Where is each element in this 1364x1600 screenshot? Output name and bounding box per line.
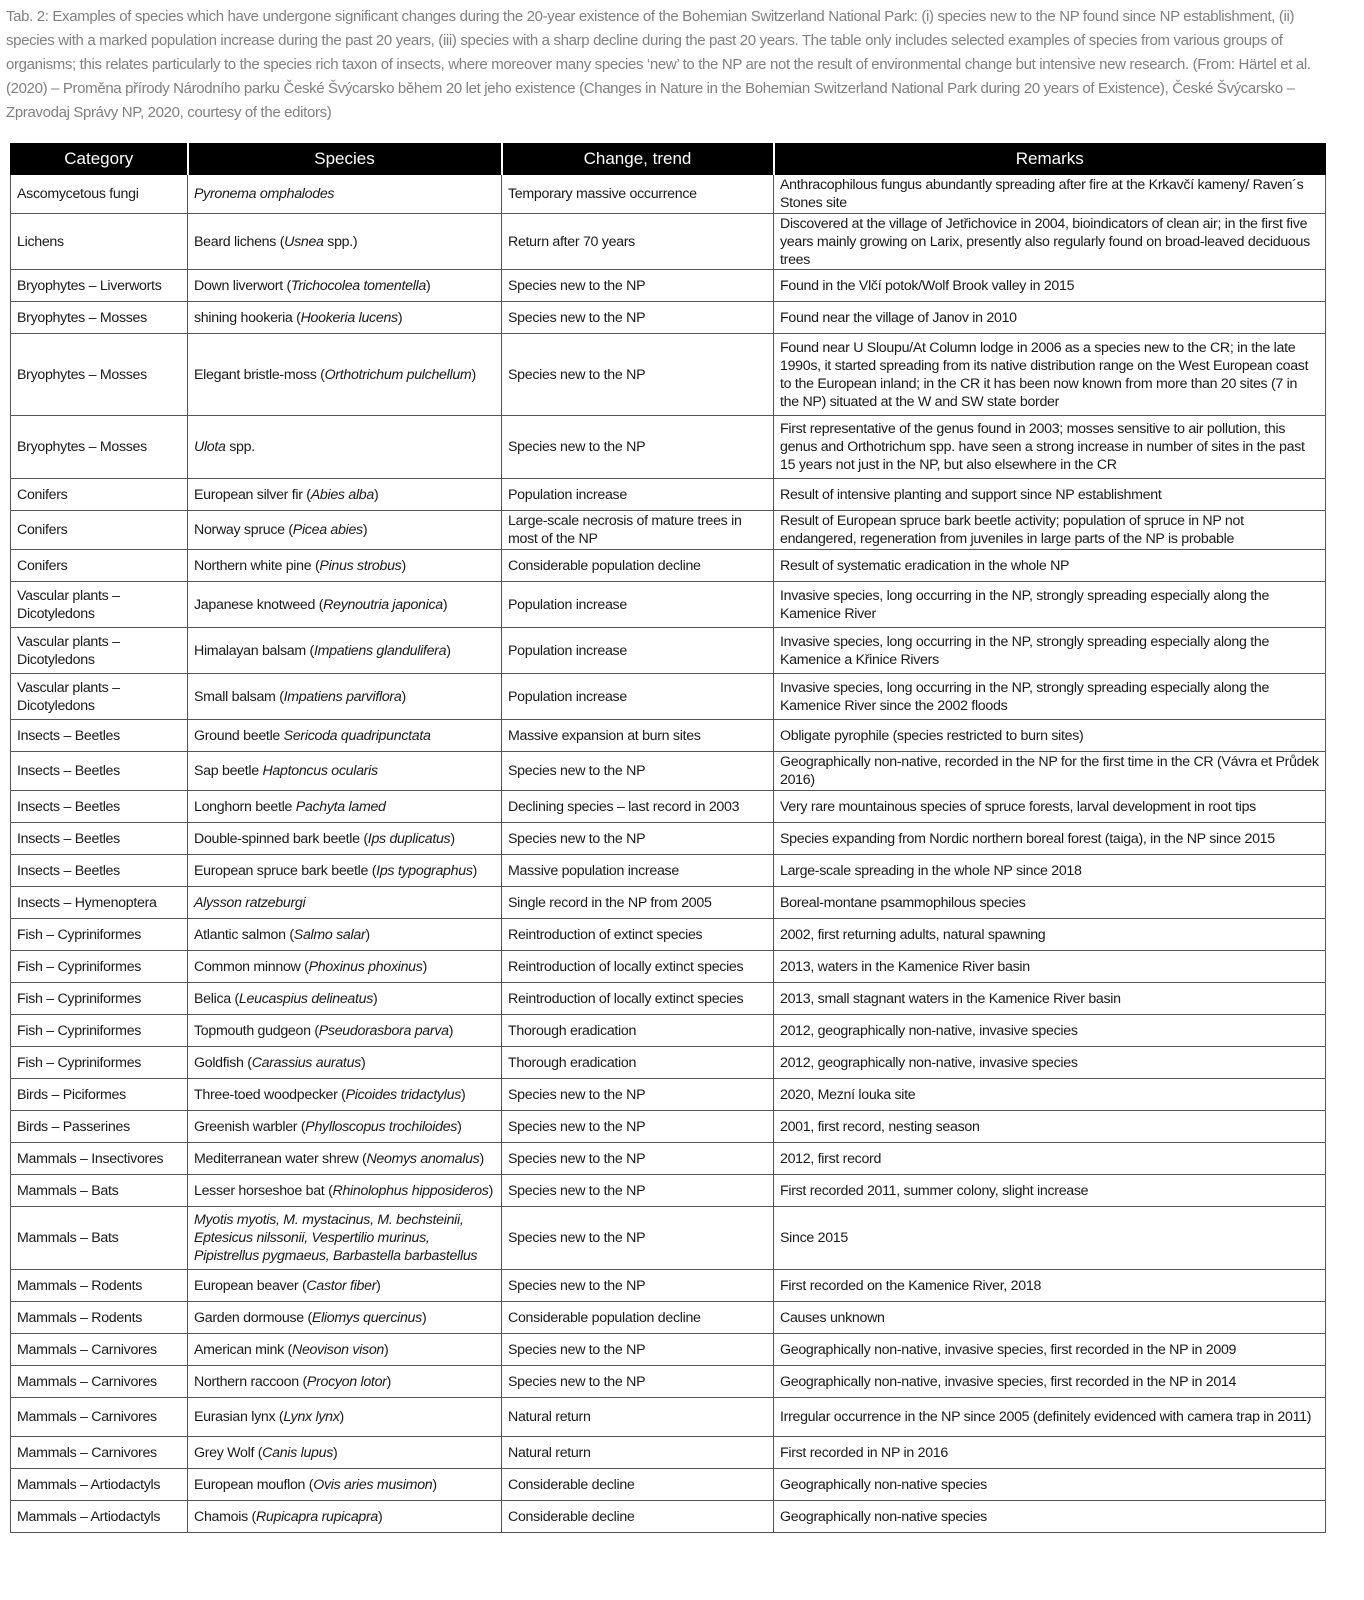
remarks-cell: Result of European spruce bark beetle activity; population of spruce in NP not endangered, regeneration from juveniles in large parts of the NP is probable (774, 511, 1326, 550)
species-common-name: ) (421, 1309, 427, 1326)
species-cell (188, 214, 502, 270)
species-cell (188, 752, 502, 791)
species-scientific-name: Haptoncus ocularis (262, 763, 378, 779)
table-row (11, 1015, 1326, 1047)
species-cell (188, 175, 502, 214)
species-common-name: ) (457, 1118, 462, 1135)
species-common-name: ) (401, 557, 406, 574)
remarks-cell: Species expanding from Nordic northern boreal forest (taiga), in the NP since 2015 (774, 823, 1326, 855)
change-trend-cell: Reintroduction of extinct species (502, 919, 774, 951)
table-row (11, 1302, 1326, 1334)
species-common-name: Northern white pine ( (194, 557, 320, 574)
species-common-name: ) (386, 1373, 392, 1390)
change-trend-cell: Species new to the NP (502, 1207, 774, 1270)
remarks-cell: 2002, first returning adults, natural spawning (774, 919, 1326, 951)
table-row (11, 1207, 1326, 1270)
species-common-name: European spruce bark beetle ( (194, 862, 377, 879)
species-scientific-name: Abies alba (310, 486, 374, 503)
remarks-cell: First recorded 2011, summer colony, slight increase (774, 1175, 1326, 1207)
species-scientific-name: Neomys anomalus (366, 1150, 480, 1167)
table-row (11, 334, 1326, 416)
species-common-name: shining hookeria ( (194, 309, 301, 326)
species-common-name: Ground beetle (194, 727, 284, 744)
table-row (11, 550, 1326, 582)
change-trend-cell: Declining species – last record in 2003 (502, 791, 774, 823)
category-cell: Mammals – Artiodactyls (11, 1501, 188, 1533)
species-common-name: ) (397, 309, 403, 326)
category-cell: Mammals – Rodents (11, 1270, 188, 1302)
change-trend-cell: Natural return (502, 1437, 774, 1469)
species-common-name: Elegant bristle-moss ( (194, 366, 325, 383)
category-cell: Mammals – Carnivores (11, 1398, 188, 1437)
species-cell (188, 1469, 502, 1501)
table-row (11, 1175, 1326, 1207)
species-cell (188, 674, 502, 720)
header-category: Category (11, 144, 188, 175)
species-cell (188, 887, 502, 919)
species-common-name: Norway spruce ( (194, 522, 293, 538)
category-cell: Bryophytes – Mosses (11, 334, 188, 416)
species-scientific-name: Castor fiber (306, 1277, 377, 1294)
species-common-name: ) (442, 596, 448, 613)
species-common-name: ) (446, 642, 451, 659)
change-trend-cell: Temporary massive occurrence (502, 175, 774, 214)
species-scientific-name: Orthotrichum pulchellum (324, 366, 472, 383)
change-trend-cell: Large-scale necrosis of mature trees in most of the NP (502, 511, 774, 550)
species-cell (188, 1366, 502, 1398)
change-trend-cell: Species new to the NP (502, 1366, 774, 1398)
species-common-name: European mouflon ( (194, 1476, 314, 1493)
table-row (11, 1079, 1326, 1111)
table-row (11, 302, 1326, 334)
header-remarks: Remarks (774, 144, 1326, 175)
species-scientific-name: Pseudorasbora parva (318, 1022, 449, 1039)
category-cell: Mammals – Carnivores (11, 1437, 188, 1469)
species-scientific-name: Sericoda quadripunctata (283, 727, 431, 744)
change-trend-cell: Considerable decline (502, 1501, 774, 1533)
species-cell (188, 1047, 502, 1079)
species-cell (188, 550, 502, 582)
remarks-cell: Geographically non-native, invasive species, first recorded in the NP in 2009 (774, 1334, 1326, 1366)
change-trend-cell: Species new to the NP (502, 416, 774, 479)
table-row (11, 1111, 1326, 1143)
species-cell (188, 511, 502, 550)
remarks-cell: 2020, Mezní louka site (774, 1079, 1326, 1111)
category-cell: Fish – Cypriniformes (11, 951, 188, 983)
species-cell (188, 951, 502, 983)
species-common-name: ) (333, 1444, 338, 1461)
table-row (11, 175, 1326, 214)
change-trend-cell: Species new to the NP (502, 1175, 774, 1207)
change-trend-cell: Species new to the NP (502, 1079, 774, 1111)
table-row (11, 1398, 1326, 1437)
species-common-name: ) (488, 1182, 494, 1199)
species-cell (188, 1143, 502, 1175)
species-scientific-name: Procyon lotor (306, 1373, 387, 1390)
change-trend-cell: Species new to the NP (502, 752, 774, 791)
change-trend-cell: Species new to the NP (502, 334, 774, 416)
table-row (11, 1366, 1326, 1398)
remarks-cell: Boreal-montane psammophilous species (774, 887, 1326, 919)
change-trend-cell: Considerable decline (502, 1469, 774, 1501)
species-cell (188, 479, 502, 511)
category-cell: Mammals – Rodents (11, 1302, 188, 1334)
remarks-cell: Found near the village of Janov in 2010 (774, 302, 1326, 334)
species-cell (188, 919, 502, 951)
table-row (11, 983, 1326, 1015)
table-row (11, 1469, 1326, 1501)
species-common-name: ) (339, 1409, 344, 1425)
species-scientific-name: Leucaspius delineatus (238, 990, 374, 1007)
category-cell: Mammals – Artiodactyls (11, 1469, 188, 1501)
category-cell: Conifers (11, 479, 188, 511)
species-cell (188, 855, 502, 887)
species-common-name: ) (472, 862, 478, 879)
species-scientific-name: Ulota (194, 439, 226, 455)
table-row (11, 479, 1326, 511)
species-common-name: ) (448, 1022, 454, 1039)
species-cell (188, 270, 502, 302)
table-row (11, 270, 1326, 302)
species-cell (188, 1175, 502, 1207)
species-common-name: Lesser horseshoe bat ( (194, 1182, 333, 1199)
change-trend-cell: Species new to the NP (502, 1143, 774, 1175)
species-cell (188, 334, 502, 416)
remarks-cell: Invasive species, long occurring in the NP, strongly spreading especially along the Kamenice a Křinice Rivers (774, 628, 1326, 674)
species-common-name: Grey Wolf ( (194, 1444, 263, 1461)
species-scientific-name: Alysson ratzeburgi (194, 894, 306, 911)
change-trend-cell: Reintroduction of locally extinct species (502, 951, 774, 983)
species-scientific-name: Pachyta lamed (295, 798, 386, 815)
species-common-name: Topmouth gudgeon ( (194, 1022, 319, 1039)
species-common-name: American mink ( (194, 1341, 292, 1358)
species-common-name: Atlantic salmon ( (194, 926, 294, 943)
table-row (11, 791, 1326, 823)
table-row (11, 582, 1326, 628)
table-row (11, 511, 1326, 550)
category-cell: Mammals – Insectivores (11, 1143, 188, 1175)
species-scientific-name: Eliomys quercinus (311, 1309, 422, 1326)
species-scientific-name: Impatiens glandulifera (313, 642, 447, 659)
species-common-name: ) (373, 990, 378, 1007)
species-common-name: Japanese knotweed ( (194, 596, 324, 613)
remarks-cell: 2012, geographically non-native, invasive species (774, 1047, 1326, 1079)
species-common-name: Chamois ( (194, 1508, 256, 1525)
change-trend-cell: Thorough eradication (502, 1015, 774, 1047)
species-common-name: Common minnow ( (194, 958, 309, 975)
remarks-cell: 2001, first record, nesting season (774, 1111, 1326, 1143)
species-common-name: ) (450, 830, 455, 847)
species-common-name: ) (360, 1054, 366, 1071)
change-trend-cell: Species new to the NP (502, 302, 774, 334)
species-scientific-name: Rhinolophus hipposideros (332, 1182, 489, 1199)
species-cell (188, 1334, 502, 1366)
change-trend-cell: Species new to the NP (502, 1334, 774, 1366)
remarks-cell: Irregular occurrence in the NP since 2005 (definitely evidenced with camera trap in 2011) (774, 1398, 1326, 1437)
species-common-name: ) (432, 1476, 437, 1493)
species-scientific-name: Impatiens parviflora (283, 688, 402, 705)
table-row (11, 919, 1326, 951)
category-cell: Mammals – Carnivores (11, 1366, 188, 1398)
table-row (11, 951, 1326, 983)
species-common-name: Three-toed woodpecker ( (194, 1086, 346, 1103)
species-cell (188, 628, 502, 674)
species-scientific-name: Picoides tridactylus (345, 1086, 462, 1103)
species-scientific-name: Phylloscopus trochiloides (305, 1118, 458, 1135)
category-cell: Bryophytes – Mosses (11, 302, 188, 334)
species-scientific-name: Carassius auratus (251, 1054, 361, 1071)
table-row (11, 1501, 1326, 1533)
species-common-name: ) (426, 277, 431, 294)
category-cell: Mammals – Bats (11, 1175, 188, 1207)
remarks-cell: Geographically non-native species (774, 1501, 1326, 1533)
species-cell (188, 1111, 502, 1143)
category-cell: Vascular plants – Dicotyledons (11, 674, 188, 720)
remarks-cell: Invasive species, long occurring in the NP, strongly spreading especially along the Kamenice River since the 2002 floods (774, 674, 1326, 720)
species-common-name: Small balsam ( (194, 688, 284, 705)
species-common-name: ) (461, 1086, 466, 1103)
species-common-name: ) (401, 688, 406, 705)
table-row (11, 1437, 1326, 1469)
change-trend-cell: Massive expansion at burn sites (502, 720, 774, 752)
table-row (11, 887, 1326, 919)
remarks-cell: Anthracophilous fungus abundantly spreading after fire at the Krkavčí kameny/ Raven´s Stones site (774, 175, 1326, 214)
species-cell (188, 582, 502, 628)
category-cell: Fish – Cypriniformes (11, 1015, 188, 1047)
category-cell: Insects – Hymenoptera (11, 887, 188, 919)
species-common-name: Northern raccoon ( (194, 1373, 307, 1390)
category-cell: Ascomycetous fungi (11, 175, 188, 214)
change-trend-cell: Considerable population decline (502, 1302, 774, 1334)
category-cell: Insects – Beetles (11, 720, 188, 752)
species-common-name: ) (373, 486, 379, 503)
species-cell (188, 416, 502, 479)
table-row (11, 416, 1326, 479)
change-trend-cell: Species new to the NP (502, 270, 774, 302)
category-cell: Birds – Passerines (11, 1111, 188, 1143)
species-cell (188, 1207, 502, 1270)
remarks-cell: Found in the Vlčí potok/Wolf Brook valley in 2015 (774, 270, 1326, 302)
species-scientific-name: Hookeria lucens (300, 309, 398, 326)
header-change-trend: Change, trend (502, 144, 774, 175)
remarks-cell: Large-scale spreading in the whole NP since 2018 (774, 855, 1326, 887)
change-trend-cell: Return after 70 years (502, 214, 774, 270)
species-common-name: Mediterranean water shrew ( (194, 1150, 367, 1167)
remarks-cell: Very rare mountainous species of spruce forests, larval development in root tips (774, 791, 1326, 823)
species-common-name: ) (362, 522, 368, 538)
remarks-cell: First representative of the genus found in 2003; mosses sensitive to air pollution, this genus and Orthotrichum spp. have seen a strong increase in number of sites in the past 15 years not just in the NP, but also elsewhere in the CR (774, 416, 1326, 479)
category-cell: Insects – Beetles (11, 855, 188, 887)
remarks-cell: Geographically non-native species (774, 1469, 1326, 1501)
category-cell: Bryophytes – Mosses (11, 416, 188, 479)
category-cell: Vascular plants – Dicotyledons (11, 628, 188, 674)
species-cell (188, 1079, 502, 1111)
species-common-name: ) (422, 958, 427, 975)
species-scientific-name: Reynoutria japonica (323, 596, 443, 613)
change-trend-cell: Thorough eradication (502, 1047, 774, 1079)
remarks-cell: Geographically non-native, recorded in the NP for the first time in the CR (Vávra et Průdek 2016) (774, 752, 1326, 791)
category-cell: Mammals – Carnivores (11, 1334, 188, 1366)
change-trend-cell: Species new to the NP (502, 823, 774, 855)
remarks-cell: 2012, first record (774, 1143, 1326, 1175)
category-cell: Bryophytes – Liverworts (11, 270, 188, 302)
species-common-name: ) (471, 366, 476, 383)
remarks-cell: Causes unknown (774, 1302, 1326, 1334)
species-scientific-name: Myotis myotis, M. mystacinus, M. bechsteinii, Eptesicus nilssonii, Vespertilio murinus, Pipistrellus pygmaeus, Barbastella barbastellus (194, 1212, 478, 1264)
change-trend-cell: Reintroduction of locally extinct species (502, 983, 774, 1015)
change-trend-cell: Single record in the NP from 2005 (502, 887, 774, 919)
species-scientific-name: Salmo salar (293, 926, 366, 943)
remarks-cell: Found near U Sloupu/At Column lodge in 2006 as a species new to the CR; in the late 1990s, it started spreading from its native distribution range on the West European coast to the European inland; in the CR it has been now known from more than 20 sites (7 in the NP) situated at the W and SW state border (774, 334, 1326, 416)
species-scientific-name: Rupicapra rupicapra (255, 1508, 379, 1525)
species-common-name: spp. (225, 439, 255, 455)
category-cell: Conifers (11, 511, 188, 550)
category-cell: Fish – Cypriniformes (11, 919, 188, 951)
species-scientific-name: Trichocolea tomentella (290, 277, 426, 294)
change-trend-cell: Natural return (502, 1398, 774, 1437)
table-row (11, 674, 1326, 720)
species-common-name: Belica ( (194, 990, 239, 1007)
remarks-cell: 2013, waters in the Kamenice River basin (774, 951, 1326, 983)
species-common-name: Down liverwort ( (194, 277, 291, 294)
species-scientific-name: Lynx lynx (283, 1409, 340, 1425)
species-scientific-name: Ips typographus (376, 862, 473, 879)
species-scientific-name: Neovison vison (292, 1341, 385, 1358)
table-body (11, 175, 1326, 1533)
change-trend-cell: Considerable population decline (502, 550, 774, 582)
table-row (11, 1143, 1326, 1175)
change-trend-cell: Species new to the NP (502, 1111, 774, 1143)
remarks-cell: Invasive species, long occurring in the NP, strongly spreading especially along the Kamenice River (774, 582, 1326, 628)
species-common-name: Beard lichens ( (194, 233, 285, 250)
change-trend-cell: Population increase (502, 479, 774, 511)
species-cell (188, 823, 502, 855)
species-scientific-name: Phoxinus phoxinus (308, 958, 423, 975)
table-row (11, 628, 1326, 674)
table-row (11, 1270, 1326, 1302)
species-common-name: Garden dormouse ( (194, 1309, 312, 1326)
category-cell: Fish – Cypriniformes (11, 983, 188, 1015)
table-row (11, 720, 1326, 752)
species-cell (188, 1270, 502, 1302)
species-scientific-name: Usnea (284, 233, 324, 250)
category-cell: Insects – Beetles (11, 823, 188, 855)
category-cell: Insects – Beetles (11, 791, 188, 823)
remarks-cell: Result of systematic eradication in the whole NP (774, 550, 1326, 582)
category-cell: Vascular plants – Dicotyledons (11, 582, 188, 628)
table-header-row (11, 144, 1326, 175)
table-caption: Tab. 2: Examples of species which have undergone significant changes during the 20-year existence of the Bohemian Switzerland National Park: (i) species new to the NP found since NP establishment, (ii) species with a marked population increase during the past 20 years, (iii) species with a sharp decline during the past 20 years. The table only includes selected examples of species from various groups of organisms; this relates particularly to the species rich taxon of insects, where moreover many species ‘new’ to the NP are not the result of environmental change but intensive new research. (From: Härtel et al. (2020) – Proměna přírody Národního parku České Švýcarsko během 20 let jeho existence (Changes in Nature in the Bohemian Switzerland National Park during 20 years of Existence), České Švýcarsko – Zpravodaj Správy NP, 2020, courtesy of the editors) (6, 8, 1311, 121)
table-row (11, 214, 1326, 270)
remarks-cell: First recorded in NP in 2016 (774, 1437, 1326, 1469)
category-cell: Birds – Piciformes (11, 1079, 188, 1111)
species-common-name: Longhorn beetle (194, 798, 296, 815)
remarks-cell: Since 2015 (774, 1207, 1326, 1270)
species-cell (188, 1437, 502, 1469)
species-cell (188, 302, 502, 334)
species-common-name: spp.) (323, 233, 358, 250)
species-common-name: ) (378, 1508, 383, 1525)
species-cell (188, 983, 502, 1015)
species-changes-table (10, 143, 1326, 1533)
species-cell (188, 1302, 502, 1334)
remarks-cell: Geographically non-native, invasive species, first recorded in the NP in 2014 (774, 1366, 1326, 1398)
change-trend-cell: Population increase (502, 628, 774, 674)
species-common-name: Greenish warbler ( (194, 1118, 306, 1135)
species-common-name: ) (384, 1341, 389, 1358)
table-row (11, 1047, 1326, 1079)
species-common-name: European silver fir ( (194, 486, 311, 503)
species-scientific-name: Picea abies (292, 522, 363, 538)
remarks-cell: Discovered at the village of Jetřichovice in 2004, bioindicators of clean air; in the first five years mainly growing on Larix, presently also regularly found on broad-leaved deciduous trees (774, 214, 1326, 270)
change-trend-cell: Massive population increase (502, 855, 774, 887)
species-common-name: Eurasian lynx ( (194, 1409, 284, 1425)
species-cell (188, 1015, 502, 1047)
species-cell (188, 720, 502, 752)
species-common-name: Goldfish ( (194, 1054, 252, 1071)
category-cell: Conifers (11, 550, 188, 582)
species-cell (188, 1501, 502, 1533)
category-cell: Fish – Cypriniformes (11, 1047, 188, 1079)
header-species: Species (188, 144, 502, 175)
species-scientific-name: Ovis aries musimon (313, 1476, 433, 1493)
species-common-name: ) (365, 926, 370, 943)
table-row (11, 855, 1326, 887)
remarks-cell: First recorded on the Kamenice River, 2018 (774, 1270, 1326, 1302)
change-trend-cell: Population increase (502, 582, 774, 628)
table-row (11, 1334, 1326, 1366)
species-common-name: Himalayan balsam ( (194, 642, 314, 659)
change-trend-cell: Species new to the NP (502, 1270, 774, 1302)
remarks-cell: Result of intensive planting and support since NP establishment (774, 479, 1326, 511)
remarks-cell: 2012, geographically non-native, invasive species (774, 1015, 1326, 1047)
species-scientific-name: Canis lupus (262, 1444, 334, 1461)
species-cell (188, 791, 502, 823)
species-scientific-name: Pinus strobus (319, 557, 402, 574)
species-scientific-name: Pyronema omphalodes (194, 186, 335, 202)
remarks-cell: 2013, small stagnant waters in the Kamenice River basin (774, 983, 1326, 1015)
species-cell (188, 1398, 502, 1437)
species-common-name: European beaver ( (194, 1277, 307, 1294)
change-trend-cell: Population increase (502, 674, 774, 720)
category-cell: Lichens (11, 214, 188, 270)
species-common-name: Sap beetle (194, 763, 263, 779)
species-common-name: ) (376, 1277, 381, 1294)
category-cell: Mammals – Bats (11, 1207, 188, 1270)
species-scientific-name: Ips duplicatus (367, 830, 451, 847)
category-cell: Insects – Beetles (11, 752, 188, 791)
table-row (11, 823, 1326, 855)
species-common-name: ) (479, 1150, 484, 1167)
table-row (11, 752, 1326, 791)
species-common-name: Double-spinned bark beetle ( (194, 830, 368, 847)
remarks-cell: Obligate pyrophile (species restricted to burn sites) (774, 720, 1326, 752)
